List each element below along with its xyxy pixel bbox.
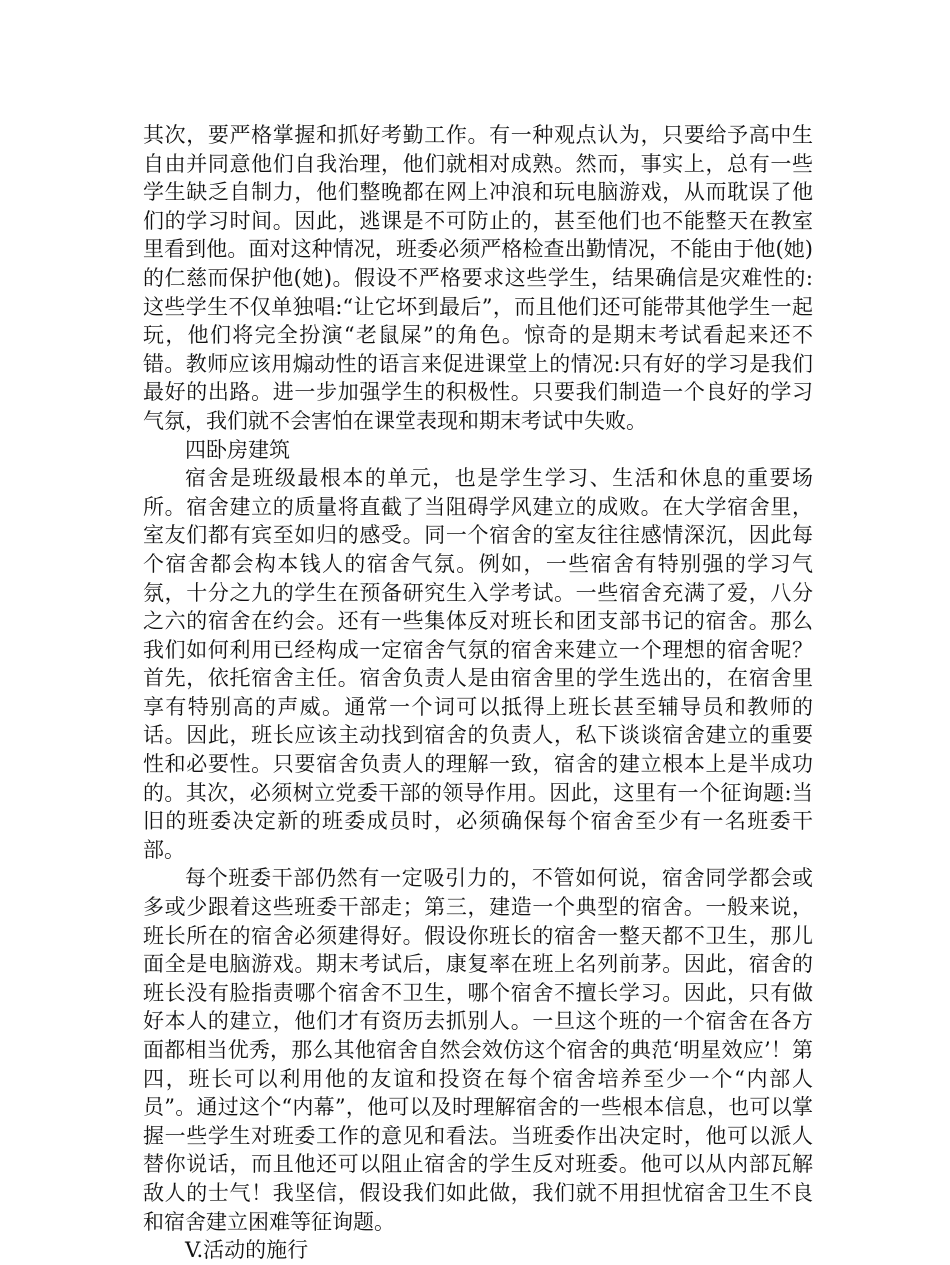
document-body [143, 121, 813, 1265]
paragraph-dormitory-building: 宿舍是班级最根本的单元，也是学生学习、生活和休息的重要场所。宿舍建立的质量将直截了当阻碍学风建立的成败。在大学宿舍里，室友们都有宾至如归的感受。同一个宿舍的室友往往感情深沉，因此每个宿舍都会构本钱人的宿舍气氛。例如，一些宿舍有特别强的学习气氛，十分之九的学生在预备研究生入学考试。一些宿舍充满了爱，八分之六的宿舍在约会。还有一些集体反对班长和团支部书记的宿舍。那么我们如何利用已经构成一定宿舍气氛的宿舍来建立一个理想的宿舍呢？首先，依托宿舍主任。宿舍负责人是由宿舍里的学生选出的，在宿舍里享有特别高的声威。通常一个词可以抵得上班长甚至辅导员和教师的话。因此，班长应该主动找到宿舍的负责人，私下谈谈宿舍建立的重要性和必要性。只要宿舍负责人的理解一致，宿舍的建立根本上是半成功的。其次，必须树立党委干部的领导作用。因此，这里有一个征询题:当旧的班委决定新的班委成员时，必须确保每个宿舍至少有一名班委干部。 [143, 466, 813, 862]
section-heading-dormitory: 四卧房建筑 [185, 437, 290, 462]
paragraph-attendance: 其次，要严格掌握和抓好考勤工作。有一种观点认为，只要给予高中生自由并同意他们自我治理，他们就相对成熟。然而，事实上，总有一些学生缺乏自制力，他们整晚都在网上冲浪和玩电脑游戏，从而耽误了他们的学习时间。因此，逃课是不可防止的，甚至他们也不能整天在教室里看到他。面对这种情况，班委必须严格检查出勤情况，不能由于他(她)的仁慈而保护他(她)。假设不严格要求这些学生，结果确信是灾难性的:这些学生不仅单独唱:“让它坏到最后”，而且他们还可能带其他学生一起玩，他们将完全扮演“老鼠屎”的角色。惊奇的是期末考试看起来还不错。教师应该用煽动性的语言来促进课堂上的情况:只有好的学习是我们最好的出路。进一步加强学生的积极性。只要我们制造一个良好的学习气氛，我们就不会害怕在课堂表现和期末考试中失败。 [143, 123, 813, 433]
paragraph-class-committee: 每个班委干部仍然有一定吸引力的，不管如何说，宿舍同学都会或多或少跟着这些班委干部走；第三，建造一个典型的宿舍。一般来说，班长所在的宿舍必须建得好。假设你班长的宿舍一整天都不卫生，那儿面全是电脑游戏。期末考试后，康复率在班上名列前茅。因此，宿舍的班长没有脸指责哪个宿舍不卫生，哪个宿舍不擅长学习。因此，只有做好本人的建立，他们才有资历去抓别人。一旦这个班的一个宿舍在各方面都相当优秀，那么其他宿舍自然会效仿这个宿舍的典范‘明星效应’！第四，班长可以利用他的友谊和投资在每个宿舍培养至少一个“内部人员”。通过这个“内幕”，他可以及时理解宿舍的一些根本信息，也可以掌握一些学生对班委工作的意见和看法。当班委作出决定时，他可以派人替你说话，而且他还可以阻止宿舍的学生反对班委。他可以从内部瓦解敌人的士气！我坚信，假设我们如此做，我们就不用担忧宿舍卫生不良和宿舍建立困难等征询题。 [143, 866, 813, 1234]
section-heading-activities: V.活动的施行 [185, 1238, 309, 1263]
